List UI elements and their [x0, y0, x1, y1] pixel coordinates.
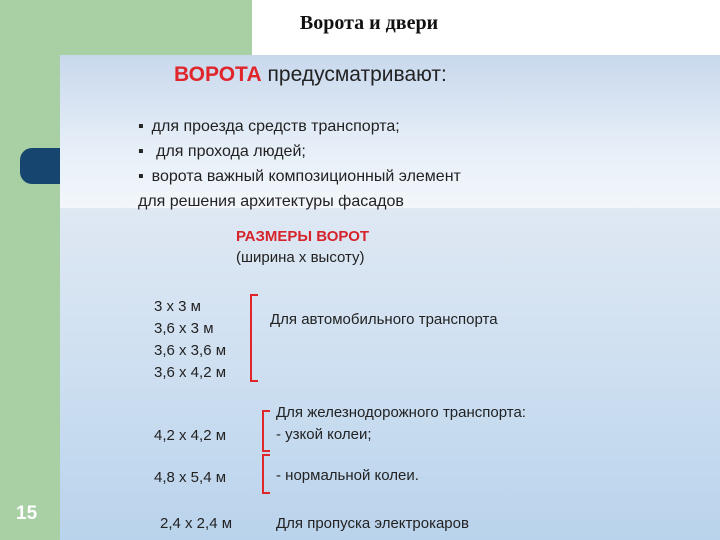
- size-value: 4,8 х 5,4 м: [154, 469, 227, 486]
- normal-label: - нормальной колеи.: [276, 467, 419, 484]
- bullet-list: [138, 114, 461, 214]
- sidebar-strip: [0, 0, 60, 540]
- bullet-item: ▪ для прохода людей;: [138, 139, 461, 164]
- slide-title: Ворота и двери: [299, 12, 439, 34]
- auto-bracket: [250, 294, 258, 382]
- heading-rest: предусматривают:: [261, 63, 447, 86]
- heading-keyword: ВОРОТА: [174, 63, 262, 86]
- sizes-subtitle: (ширина х высоту): [236, 249, 365, 266]
- rail-label: Для железнодорожного транспорта:: [276, 404, 526, 421]
- header-strip: [60, 0, 252, 55]
- size-value: 2,4 х 2,4 м: [160, 515, 233, 532]
- size-value: 3,6 х 3,6 м: [154, 342, 227, 359]
- size-value: 3 х 3 м: [154, 298, 201, 315]
- size-value: 3,6 х 3 м: [154, 320, 214, 337]
- bullet-item: ▪ ворота важный композиционный элемент: [138, 164, 461, 189]
- size-value: 4,2 х 4,2 м: [154, 427, 227, 444]
- sizes-title: РАЗМЕРЫ ВОРОТ: [236, 228, 370, 245]
- auto-label: Для автомобильного транспорта: [270, 311, 498, 328]
- size-value: 3,6 х 4,2 м: [154, 364, 227, 381]
- intro-heading: [174, 63, 447, 87]
- bullet-item: ▪ для проезда средств транспорта;: [138, 114, 461, 139]
- narrow-bracket: [262, 410, 270, 452]
- electrocar-label: Для пропуска электрокаров: [276, 515, 469, 532]
- page-number: 15: [16, 503, 38, 524]
- narrow-label: - узкой колеи;: [276, 426, 372, 443]
- bullet-continuation: для решения архитектуры фасадов: [138, 193, 404, 210]
- normal-bracket: [262, 454, 270, 494]
